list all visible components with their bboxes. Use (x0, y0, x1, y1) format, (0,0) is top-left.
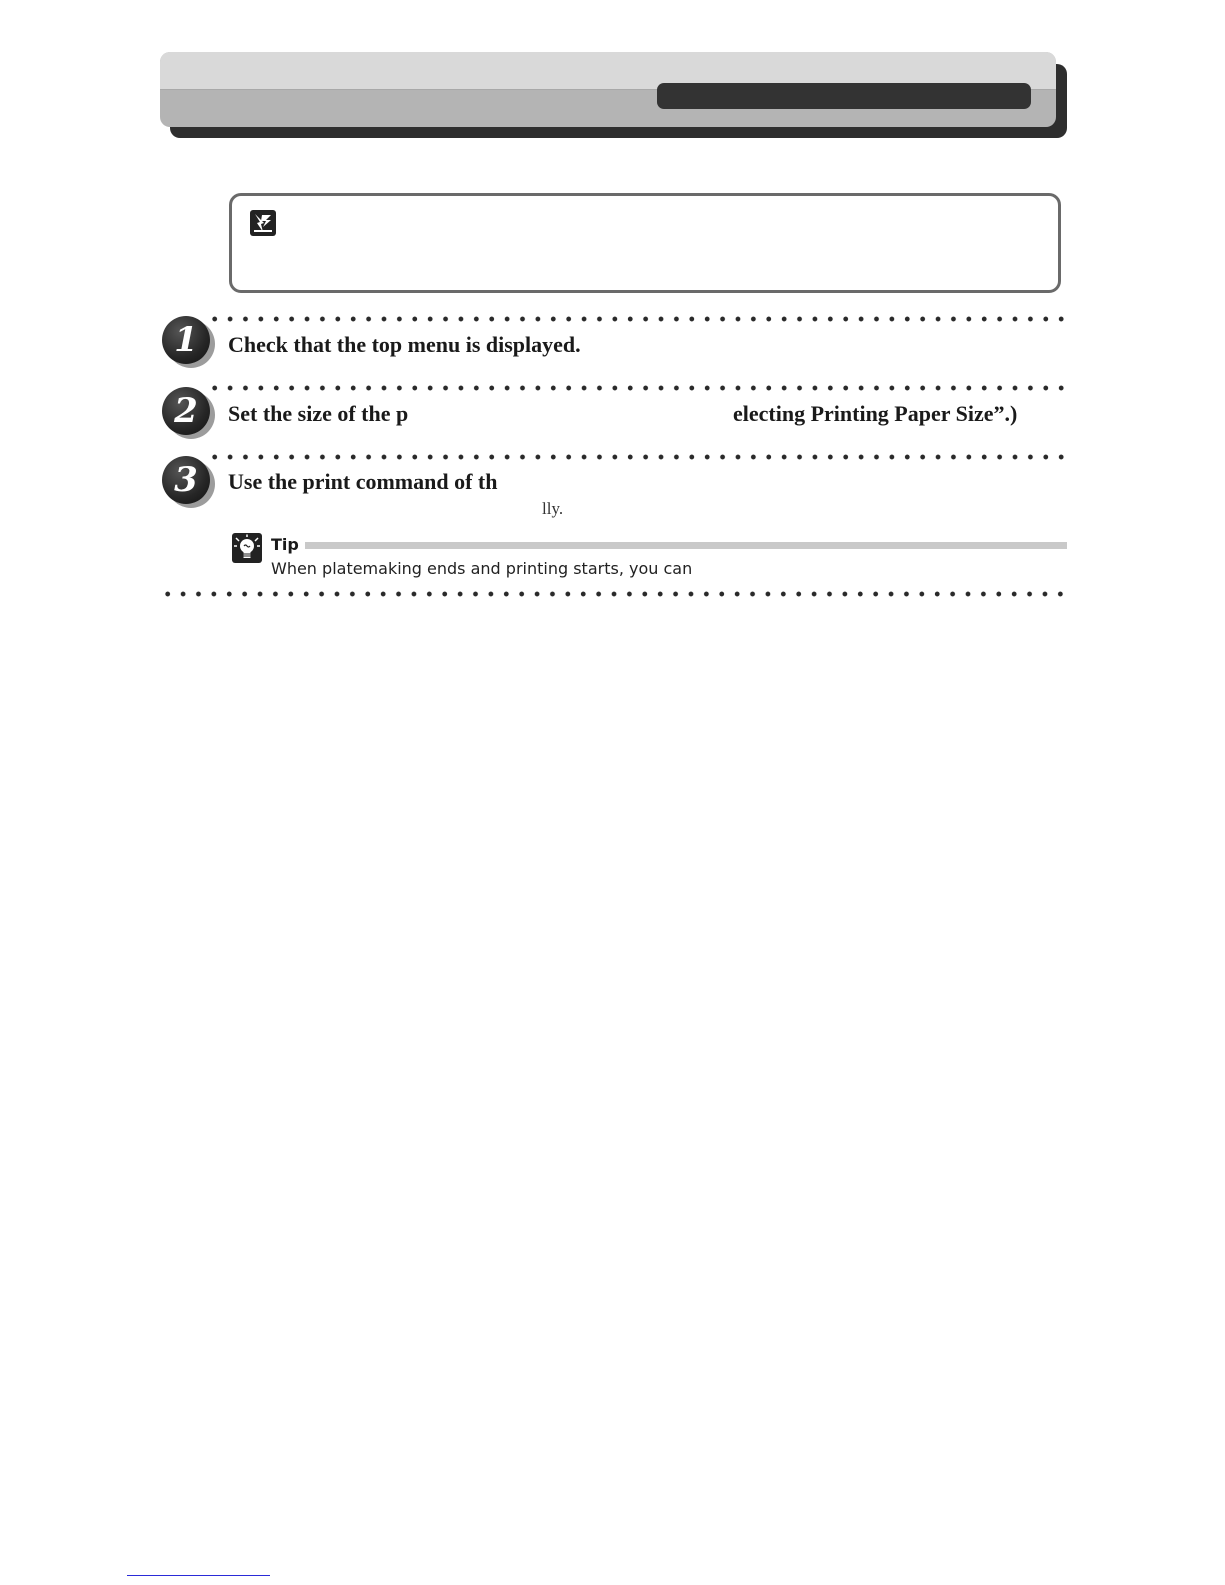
note-box (229, 193, 1061, 293)
step-2-text-end: electing Printing Paper Size”.) (733, 401, 1018, 426)
tip-text: When platemaking ends and printing starts, you can (271, 559, 693, 578)
step-3-text: Use the print command of th (228, 469, 498, 494)
step-3-badge: 3 (162, 456, 210, 504)
separator-dots (207, 385, 1069, 391)
separator-dots (160, 591, 1069, 597)
step-3-subtext: lly. (542, 499, 564, 518)
step-1-text: Check that the top menu is displayed. (228, 332, 581, 357)
tip-label: Tip (271, 535, 299, 554)
header-title-pill (657, 83, 1031, 109)
tip-rule (305, 542, 1067, 549)
separator-dots (207, 316, 1069, 322)
note-lightning-icon (249, 209, 277, 237)
step-1-badge: 1 (162, 316, 210, 364)
separator-dots (207, 454, 1069, 460)
step-2-text-start: Set the size of the p (228, 401, 409, 426)
step-2-badge: 2 (162, 387, 210, 435)
lightbulb-icon (232, 533, 262, 563)
footer-link-underline[interactable] (127, 1575, 270, 1576)
